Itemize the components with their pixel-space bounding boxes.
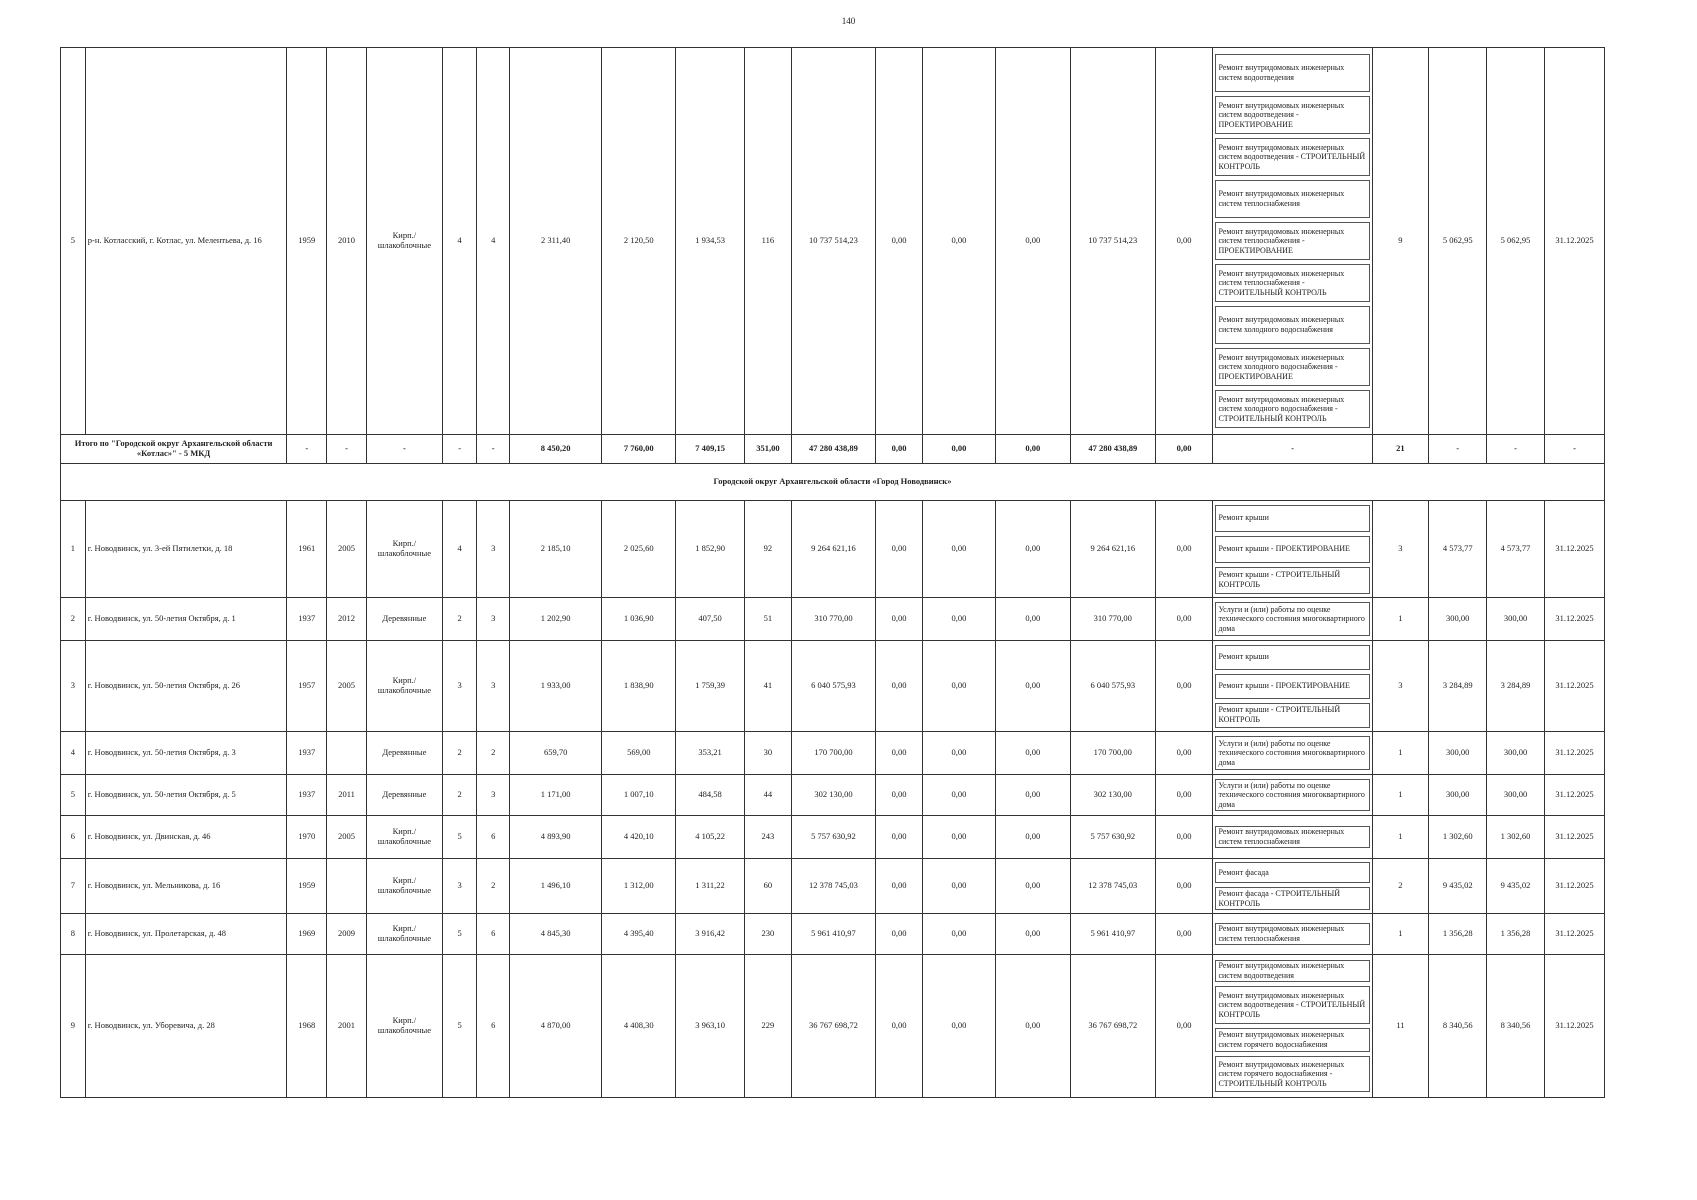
- work-item: Ремонт крыши - СТРОИТЕЛЬНЫЙ КОНТРОЛЬ: [1215, 703, 1369, 728]
- work-item: Услуги и (или) работы по оценке технического состояния многоквартирного дома: [1215, 736, 1369, 770]
- work-item: Ремонт внутридомовых инженерных систем холодного водоснабжения - ПРОЕКТИРОВАНИЕ: [1215, 348, 1369, 386]
- address-cell: р-н. Котласский, г. Котлас, ул. Мелентьева, д. 16: [85, 48, 286, 435]
- work-item: Ремонт внутридомовых инженерных систем водоотведения: [1215, 54, 1369, 92]
- works-list: [1213, 859, 1372, 914]
- table-row: 3 г. Новодвинск, ул. 50-летия Октября, д. 26 1957 2005 Кирп./ шлакоблочные 3 3 1 933,00 1 838,90 1 759,39 41 6 040 575,93 0,00 0,00 0,00 6 040 575,93 0,00 Ремонт крыши Ремонт крыши - ПРОЕКТИРОВАНИЕ Ремонт крыши - СТРОИТЕЛЬНЫЙ КОНТРОЛЬ 3 3 284,89 3 284,89 31.12.2025: [61, 641, 1605, 732]
- works-list: [1213, 501, 1372, 598]
- total-row: Итого по "Городской округ Архангельской области «Котлас»" - 5 МКД - - - - - 8 450,20 7 760,00 7 409,15 351,00 47 280 438,89 0,00 0,00 0,00 47 280 438,89 0,00 - 21 - - -: [61, 435, 1605, 464]
- total-label: Итого по "Городской округ Архангельской области «Котлас»" - 5 МКД: [61, 435, 287, 464]
- works-list: [1213, 955, 1372, 1098]
- page-number: 140: [841, 16, 856, 26]
- works-list: [1213, 816, 1372, 859]
- work-item: Ремонт внутридомовых инженерных систем теплоснабжения - ПРОЕКТИРОВАНИЕ: [1215, 222, 1369, 260]
- table-row: 6 г. Новодвинск, ул. Двинская, д. 46 1970 2005 Кирп./ шлакоблочные 5 6 4 893,90 4 420,10 4 105,22 243 5 757 630,92 0,00 0,00 0,00 5 757 630,92 0,00 Ремонт внутридомовых инженерных систем теплоснабжения 1 1 302,60 1 302,60 31.12.2025: [61, 816, 1605, 859]
- work-item: Ремонт внутридомовых инженерных систем теплоснабжения: [1215, 826, 1369, 848]
- table-row: 5 р-н. Котласский, г. Котлас, ул. Мелентьева, д. 16 1959 2010 Кирп./ шлакоблочные 4 4 2 311,40 2 120,50 1 934,53 116 10 737 514,23 0,00 0,00 0,00 10 737 514,23 0,00 Ремонт внутридомовых инженерных систем водоотведения Ремонт внутридомовых инженерных систем водоотведения - ПРОЕКТИРОВАНИЕ Ремонт внутридомовых инженерных систем водоотведения - СТРОИТЕЛЬНЫЙ КОНТРОЛЬ Ремонт внутридомовых инженерных систем теплоснабжения Ремонт внутридомовых инженерных систем теплоснабжения - ПРОЕКТИРОВАНИЕ Ремонт внутридомовых инженерных систем теплоснабжения - СТРОИТЕЛЬНЫЙ КОНТРОЛЬ Ремонт внутридомовых инженерных систем холодного водоснабжения Ремонт внутридомовых инженерных систем холодного водоснабжения - ПРОЕКТИРОВАНИЕ Ремонт внутридомовых инженерных систем холодного водоснабжения - СТРОИТЕЛЬНЫЙ КОНТРОЛЬ 9 5 062,95 5 062,95 31.12.2025: [61, 48, 1605, 435]
- table-row: 2 г. Новодвинск, ул. 50-летия Октября, д. 1 1937 2012 Деревянные 2 3 1 202,90 1 036,90 407,50 51 310 770,00 0,00 0,00 0,00 310 770,00 0,00 Услуги и (или) работы по оценке технического состояния многоквартирного дома 1 300,00 300,00 31.12.2025: [61, 598, 1605, 641]
- region-title: Городской округ Архангельской области «Город Новодвинск»: [61, 464, 1605, 501]
- work-item: Ремонт внутридомовых инженерных систем водоотведения - ПРОЕКТИРОВАНИЕ: [1215, 96, 1369, 134]
- work-item: Ремонт внутридомовых инженерных систем холодного водоснабжения: [1215, 306, 1369, 344]
- work-item: Ремонт крыши - ПРОЕКТИРОВАНИЕ: [1215, 674, 1369, 699]
- work-item: Ремонт крыши - СТРОИТЕЛЬНЫЙ КОНТРОЛЬ: [1215, 567, 1369, 594]
- work-item: Ремонт внутридомовых инженерных систем теплоснабжения - СТРОИТЕЛЬНЫЙ КОНТРОЛЬ: [1215, 264, 1369, 302]
- work-item: Ремонт внутридомовых инженерных систем горячего водоснабжения - СТРОИТЕЛЬНЫЙ КОНТРОЛЬ: [1215, 1056, 1369, 1092]
- table-row: 7 г. Новодвинск, ул. Мельникова, д. 16 1959 Кирп./ шлакоблочные 3 2 1 496,10 1 312,00 1 311,22 60 12 378 745,03 0,00 0,00 0,00 12 378 745,03 0,00 Ремонт фасада Ремонт фасада - СТРОИТЕЛЬНЫЙ КОНТРОЛЬ 2 9 435,02 9 435,02 31.12.2025: [61, 859, 1605, 914]
- table-row: 5 г. Новодвинск, ул. 50-летия Октября, д. 5 1937 2011 Деревянные 2 3 1 171,00 1 007,10 484,58 44 302 130,00 0,00 0,00 0,00 302 130,00 0,00 Услуги и (или) работы по оценке технического состояния многоквартирного дома 1 300,00 300,00 31.12.2025: [61, 775, 1605, 816]
- work-item: Услуги и (или) работы по оценке технического состояния многоквартирного дома: [1215, 779, 1369, 811]
- table-row: 8 г. Новодвинск, ул. Пролетарская, д. 48 1969 2009 Кирп./ шлакоблочные 5 6 4 845,30 4 395,40 3 916,42 230 5 961 410,97 0,00 0,00 0,00 5 961 410,97 0,00 Ремонт внутридомовых инженерных систем теплоснабжения 1 1 356,28 1 356,28 31.12.2025: [61, 914, 1605, 955]
- work-item: Ремонт крыши: [1215, 645, 1369, 670]
- works-list: [1213, 48, 1372, 435]
- works-list: [1213, 914, 1372, 955]
- work-item: Ремонт внутридомовых инженерных систем теплоснабжения: [1215, 180, 1369, 218]
- work-item: Ремонт крыши: [1215, 505, 1369, 532]
- work-item: Ремонт внутридомовых инженерных систем холодного водоснабжения - СТРОИТЕЛЬНЫЙ КОНТРОЛЬ: [1215, 390, 1369, 428]
- work-item: Ремонт внутридомовых инженерных систем водоотведения - СТРОИТЕЛЬНЫЙ КОНТРОЛЬ: [1215, 138, 1369, 176]
- capital-repair-table: [60, 47, 1605, 1098]
- works-list: [1213, 732, 1372, 775]
- work-item: Ремонт фасада: [1215, 862, 1369, 883]
- region-header-row: [61, 464, 1605, 501]
- work-item: Ремонт внутридомовых инженерных систем водоотведения: [1215, 960, 1369, 982]
- work-item: Ремонт внутридомовых инженерных систем теплоснабжения: [1215, 923, 1369, 945]
- table-row: 1 г. Новодвинск, ул. 3-ей Пятилетки, д. 18 1961 2005 Кирп./ шлакоблочные 4 3 2 185,10 2 025,60 1 852,90 92 9 264 621,16 0,00 0,00 0,00 9 264 621,16 0,00 Ремонт крыши Ремонт крыши - ПРОЕКТИРОВАНИЕ Ремонт крыши - СТРОИТЕЛЬНЫЙ КОНТРОЛЬ 3 4 573,77 4 573,77 31.12.2025: [61, 501, 1605, 598]
- work-item: Ремонт фасада - СТРОИТЕЛЬНЫЙ КОНТРОЛЬ: [1215, 887, 1369, 910]
- work-item: Ремонт внутридомовых инженерных систем горячего водоснабжения: [1215, 1028, 1369, 1052]
- work-item: Ремонт внутридомовых инженерных систем водоотведения - СТРОИТЕЛЬНЫЙ КОНТРОЛЬ: [1215, 986, 1369, 1024]
- works-list: [1213, 641, 1372, 732]
- work-item: Услуги и (или) работы по оценке технического состояния многоквартирного дома: [1215, 602, 1369, 636]
- works-list: [1213, 775, 1372, 816]
- table-row: 4 г. Новодвинск, ул. 50-летия Октября, д. 3 1937 Деревянные 2 2 659,70 569,00 353,21 30 170 700,00 0,00 0,00 0,00 170 700,00 0,00 Услуги и (или) работы по оценке технического состояния многоквартирного дома 1 300,00 300,00 31.12.2025: [61, 732, 1605, 775]
- works-list: [1213, 598, 1372, 641]
- work-item: Ремонт крыши - ПРОЕКТИРОВАНИЕ: [1215, 536, 1369, 563]
- table-row: 9 г. Новодвинск, ул. Уборевича, д. 28 1968 2001 Кирп./ шлакоблочные 5 6 4 870,00 4 408,30 3 963,10 229 36 767 698,72 0,00 0,00 0,00 36 767 698,72 0,00 Ремонт внутридомовых инженерных систем водоотведения Ремонт внутридомовых инженерных систем водоотведения - СТРОИТЕЛЬНЫЙ КОНТРОЛЬ Ремонт внутридомовых инженерных систем горячего водоснабжения Ремонт внутридомовых инженерных систем горячего водоснабжения - СТРОИТЕЛЬНЫЙ КОНТРОЛЬ 11 8 340,56 8 340,56 31.12.2025: [61, 955, 1605, 1098]
